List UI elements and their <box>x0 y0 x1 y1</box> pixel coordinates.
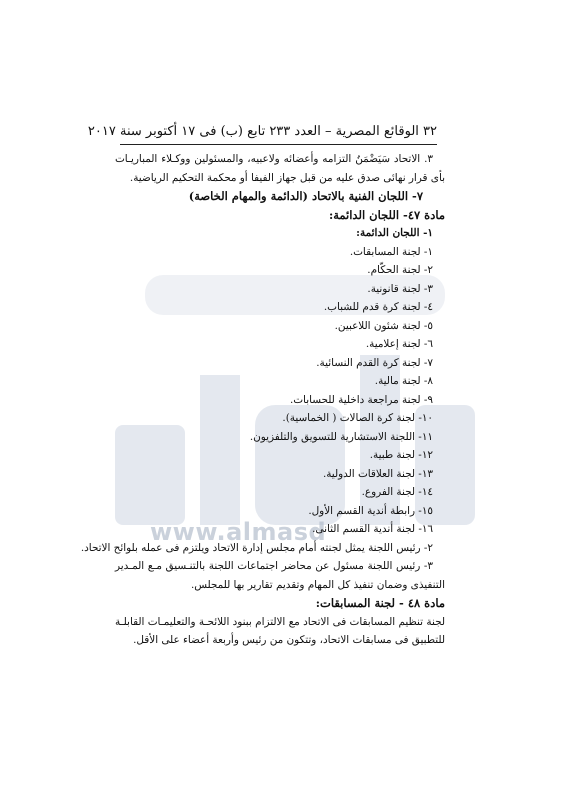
document-body <box>80 152 445 652</box>
rule-item-3: ٣- رئيس اللجنة مسئول عن محاضر اجتماعات اللجنة بالتنـسيق مـع المـدير <box>115 560 433 572</box>
committee-item: ١- لجنة المسابقات. <box>349 245 433 258</box>
committee-item: ٢- لجنة الحكّام. <box>367 264 433 276</box>
article-48-text-continued: للتطبيق فى مسابقات الاتحاد، وتتكون من رئيس وأربعة أعضاء على الأقل. <box>133 634 445 646</box>
intro-line-2: بأى قرار نهائى صدق عليه من قبل جهاز الفيفا أو محكمة التحكيم الرياضية. <box>129 171 445 184</box>
committee-item: ١٣- لجنة العلاقات الدولية. <box>322 467 433 480</box>
page-header: ٣٢ الوقائع المصرية – العدد ٢٣٣ تابع (ب) فى ١٧ أكتوبر سنة ٢٠١٧ <box>87 124 437 139</box>
committee-item: ٤- لجنة كرة قدم للشباب. <box>323 301 433 313</box>
section-heading: ٧- اللجان الفنية بالاتحاد (الدائمة والمهام الخاصة) <box>188 189 423 203</box>
subsection-heading: ١- اللجان الدائمة: <box>356 227 433 239</box>
committee-item: ١٢- لجنة طبية. <box>369 449 433 461</box>
rule-item-3-continued: التنفيذى وضمان تنفيذ كل المهام وتقديم تقارير بها للمجلس. <box>190 578 445 591</box>
committee-item: ١٠- لجنة كرة الصالات ( الخماسية). <box>282 412 433 424</box>
article-47-heading: مادة ٤٧- اللجان الدائمة: <box>328 207 445 222</box>
committee-item: ١١- اللجنة الاستشارية للتسويق والتلفزيون. <box>249 430 433 443</box>
committee-item: ٣- لجنة قانونية. <box>367 282 433 295</box>
committee-item: ٧- لجنة كرة القدم النسائية. <box>316 356 433 369</box>
committee-item: ٨- لجنة مالية. <box>374 375 433 387</box>
article-48-heading: مادة ٤٨ - لجنة المسابقات: <box>315 596 445 610</box>
committee-item: ١٦- لجنة أندية القسم الثانى. <box>312 523 433 535</box>
committee-item: ٩- لجنة مراجعة داخلية للحسابات. <box>289 393 433 406</box>
committee-item: ٥- لجنة شئون اللاعبين. <box>334 319 433 332</box>
committee-item: ٦- لجنة إعلامية. <box>365 338 433 350</box>
committee-item: ١٥- رابطة أندية القسم الأول. <box>308 504 433 517</box>
article-48-text: لجنة تنظيم المسابقات فى الاتحاد مع الالتزام ببنود اللائحـة والتعليمـات القابلـة <box>115 615 445 628</box>
intro-line-1: ٣. الاتحاد سَيَضْمَنُ التزامه وأعضائه ولاعبيه، والمسئولين ووكـلاء المباريـات <box>115 153 433 165</box>
rule-item-2: ٢- رئيس اللجنة يمثل لجنته أمام مجلس إدارة الاتحاد ويلتزم فى عمله بلوائح الاتحاد. <box>80 541 433 554</box>
committee-item: ١٤- لجنة الفروع. <box>361 486 433 498</box>
header-divider <box>120 144 437 145</box>
watermark-url: www.almasd <box>150 518 327 546</box>
